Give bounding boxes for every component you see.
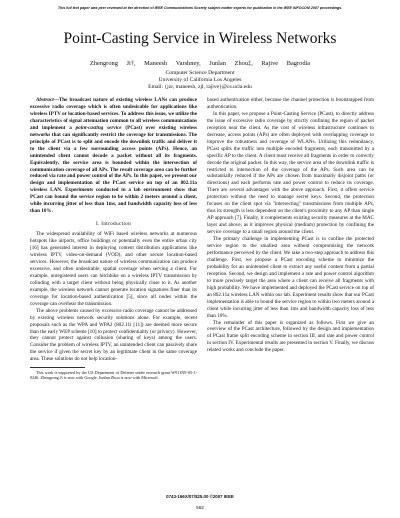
- intro-paragraph-1: The widespread availability of WiFi based wireless networks at numerous hotspots like airports, office buildings or potentially even the entire urban city [16] has generated interest in deploying content distribution applications like wireless IPTV, video-on-demand (VOD), and other secure location-based services. However, the broadcast nature of wireless communication can produce excessive, and often undesirable, spatial coverage when serving a client. For example, unregistered users can hitchhike on a wireless IPTV transmission by colluding with a target client without being physically close to it. As another example, the wireless network cannot generate location signatures finer than its coverage for location-based authentication [5], since all nodes within the coverage can overhear the transmission.: [30, 231, 197, 307]
- right-paragraph-1: based authentication either, because the channel protection is bootstrapped from authentication.: [207, 97, 374, 110]
- right-paragraph-4: The remainder of this paper is organized as follows. First we give an overview of the PCast architecture, followed by the design and implementation of PCast frame split encoding scheme in section III, and rate and power control in section IV. Experimental results are presented in section V. Finally, we discuss related works and conclude the paper.: [207, 319, 374, 354]
- abstract-term: point-casting service: [75, 124, 122, 131]
- right-column: [207, 97, 374, 354]
- page-number: 562: [196, 505, 204, 510]
- affiliation-department: Computer Science Department: [165, 70, 235, 76]
- paper-title: Point-Casting Service in Wireless Networks: [63, 30, 337, 47]
- right-paragraph-3: The primary challenge in implementing PCast is to confine the protected service region to the smallest area without compromising the network performance perceived by the client. We take a two-step approach to address this challenge. First, we propose a PCast encoding scheme to minimize the probability for an unintended client to extract any useful content from a partial reception. Second, we design and implement a rate and power control algorithm to more precisely target the area where a client can receive all fragments with high probability. We have implemented and deployed the PCast service on top of an 802.11a wireless LAN within our lab. Experiment results show that our PCast implementation is able to bound the service region to within two meters around a client while incurring jitter of less than 1ms and bandwidth capacity loss of less than 10%.: [207, 236, 374, 319]
- abstract: [30, 97, 197, 215]
- footnote-rule: [30, 367, 85, 368]
- footnote-affiliation-change: Zhengrong Ji is now with Google. Junlan Zhou is now with Microsoft.: [40, 375, 159, 381]
- peer-review-notice: This full text paper was peer reviewed at the direction of IEEE Communications Society subject matter experts for publication in the IEEE INFOCOM 2007 proceedings.: [57, 6, 343, 10]
- intro-paragraph-2: The above problems caused by excessive radio coverage cannot be addressed by existing wireless network security solutions alone. For example, recent proposals such as the WPA and WPA2 (802.11i [11]) are deemed more secure than the early WEP scheme [10] to protect confidentiality (or privacy). However, they cannot protect against collusion (sharing of keys) among the users. Consider the problem of wireless IPTV, an unintended client can passively share the service if given the secret key by an legitimate client in the same coverage area. These solutions do not help location-: [30, 307, 197, 363]
- copyright-footer: 0743-166X/07/$25.00 ©2007 IEEE: [166, 494, 234, 499]
- abstract-text: The broadcast nature of existing wireless LANs can produce excessive radio coverage which is often undesirable for applications like wireless IPTV or location-based services. To address this issue, we utilize the characteristics of signal attenuation common to all wireless communications and implement a point-casting service (PCast) over existing wireless networks that can significantly restrict the coverage for transmissions. The principle of PCast is to split and encode the downlink traffic and deliver it to the client via a few surrounding access points (APs). Hence, an unintended client cannot decode a packet without all its fragments. Equivalently, the service area is bounded within the intersection of communication coverage of all APs. The result coverage area can be further reduced via rate and power control of the APs. In this paper, we present our design and implementation of the PCast service on top of an 802.11a wireless LAN. Experiments conducted in a lab environment show that PCast can bound the service region to be within 2 meters around a client, while incurring jitter of less than 1ms, and bandwidth capacity loss of less than 10%.: [30, 97, 197, 215]
- abstract-label: Abstract—: [36, 97, 59, 103]
- left-column: [30, 97, 197, 380]
- author-list: Zhengrong Ji†, Maneesh Varshney, Junlan Zhou‡, Rajive Bagrodia: [89, 60, 311, 67]
- affiliation-email: Email: {jzr, maneesh, zjl, rajive}@cs.ucla.edu: [148, 84, 252, 90]
- right-paragraph-2: In this paper, we propose a Point-Casting Service (PCast), to directly address the issue of excessive radio coverage by strictly confining the region of packet reception near the client. As the cost of wireless infrastructure continues to decrease, access points (APs) are often deployed with overlapping coverage to improve the robustness and coverage of WLANs. Utilizing this redundancy, PCast splits the traffic into multiple encoded fragments, each transmitted by a specific AP to the client. A client must receive all fragments in order to correctly decode the original packet. In this way, the service area of the downlink traffic is restricted to intersection of the coverage of the APs. Such area can be substantially reduced if the APs are chosen from maximally disjoint paths (or directions) and each performs rate and power control to reduce its coverage. There are several advantages with the above approach. First, it offers service protection without the need to manage secret keys. Second, the protection focuses on the client spot via "intersecting" transmissions from multiple APs, thus its strength is less dependent on the client's proximity to any AP than single AP approach [7]. Finally, it complements existing security measures at the MAC layer and above, as it improves physical (medium) protection by confining the service coverage to a small region around the client.: [207, 110, 374, 236]
- affiliation-university: University of California Los Angeles: [158, 77, 242, 83]
- footnote-funding: This work is supported by the US Department of Defense under research grant W911NF-05-1-0246. Zhengrong Ji is now with Google. Junlan Zhou is now with Microsoft.: [30, 370, 197, 381]
- section-heading-introduction: I. Introduction: [95, 221, 132, 228]
